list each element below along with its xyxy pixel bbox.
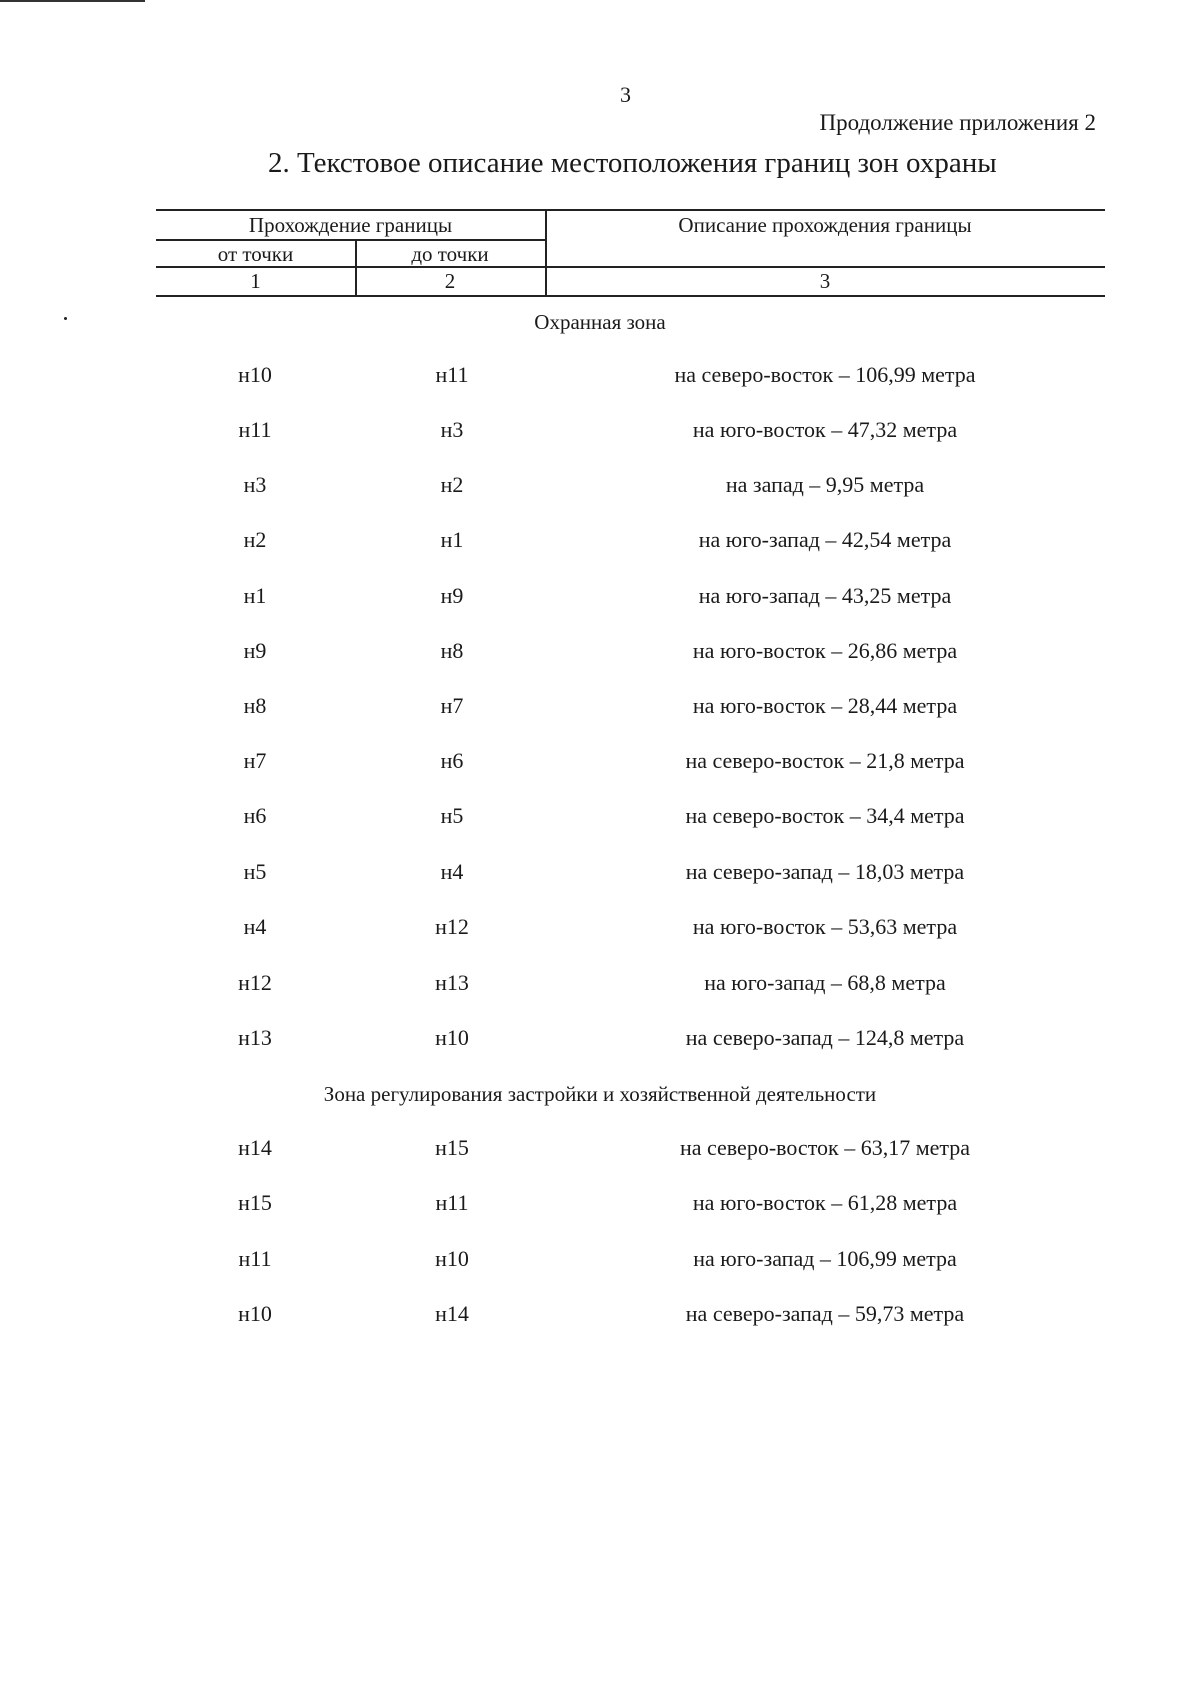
to-point: н4 xyxy=(440,859,464,884)
to-point: н8 xyxy=(440,638,464,663)
boundary-description: на северо-восток – 34,4 метра xyxy=(685,803,965,828)
to-point: н9 xyxy=(440,583,464,608)
from-point: н11 xyxy=(238,1246,272,1271)
table-row xyxy=(0,638,1200,668)
table-row xyxy=(0,970,1200,1000)
scan-corner-mark xyxy=(0,0,145,2)
from-point: н7 xyxy=(243,748,267,773)
boundary-description: на северо-восток – 63,17 метра xyxy=(679,1135,971,1160)
page-number: 3 xyxy=(620,82,631,107)
boundary-description: на юго-восток – 26,86 метра xyxy=(692,638,958,663)
boundary-description: на запад – 9,95 метра xyxy=(725,472,925,497)
to-point: н12 xyxy=(435,914,469,939)
boundary-description: на юго-запад – 106,99 метра xyxy=(693,1246,957,1271)
to-point: н11 xyxy=(435,1190,469,1215)
table-row xyxy=(0,417,1200,447)
header-col-number-1: 1 xyxy=(250,269,261,293)
to-point: н1 xyxy=(440,527,464,552)
table-row xyxy=(0,472,1200,502)
from-point: н4 xyxy=(243,914,267,939)
boundary-description: на северо-запад – 59,73 метра xyxy=(685,1301,965,1326)
header-boundary-passage: Прохождение границы xyxy=(248,213,453,237)
from-point: н1 xyxy=(243,583,267,608)
table-row xyxy=(0,1025,1200,1055)
from-point: н6 xyxy=(243,803,267,828)
table-row xyxy=(0,803,1200,833)
to-point: н11 xyxy=(435,362,469,387)
to-point: н10 xyxy=(435,1246,469,1271)
boundary-description: на юго-запад – 68,8 метра xyxy=(704,970,946,995)
table-row xyxy=(0,859,1200,889)
table-row xyxy=(0,583,1200,613)
header-bottom-rule xyxy=(156,295,1105,297)
header-description: Описание прохождения границы xyxy=(678,213,972,237)
boundary-description: на юго-запад – 43,25 метра xyxy=(698,583,952,608)
boundary-description: на северо-восток – 21,8 метра xyxy=(685,748,965,773)
from-point: н12 xyxy=(238,970,272,995)
from-point: н8 xyxy=(243,693,267,718)
table-row xyxy=(0,1301,1200,1331)
section-heading-regulation-zone: Зона регулирования застройки и хозяйственной деятельности xyxy=(323,1082,877,1106)
header-col-number-2: 2 xyxy=(444,269,456,293)
from-point: н5 xyxy=(243,859,267,884)
table-row xyxy=(0,1135,1200,1165)
header-group-rule xyxy=(156,239,545,241)
header-col-number-3: 3 xyxy=(819,269,831,293)
appendix-note: Продолжение приложения 2 xyxy=(819,110,1096,135)
boundary-description: на юго-восток – 61,28 метра xyxy=(692,1190,958,1215)
table-row xyxy=(0,1246,1200,1276)
from-point: н15 xyxy=(238,1190,272,1215)
boundary-description: на юго-запад – 42,54 метра xyxy=(698,527,952,552)
table-row xyxy=(0,362,1200,392)
boundary-description: на юго-восток – 53,63 метра xyxy=(692,914,958,939)
table-row xyxy=(0,914,1200,944)
section-heading-protection-zone: Охранная зона xyxy=(534,310,666,334)
from-point: н9 xyxy=(243,638,267,663)
to-point: н14 xyxy=(435,1301,469,1326)
table-header xyxy=(156,209,1105,297)
to-point: н5 xyxy=(440,803,464,828)
to-point: н3 xyxy=(440,417,464,442)
boundary-description: на юго-восток – 28,44 метра xyxy=(692,693,958,718)
header-to-point: до точки xyxy=(411,242,489,266)
boundary-description: на северо-восток – 106,99 метра xyxy=(674,362,976,387)
to-point: н15 xyxy=(435,1135,469,1160)
to-point: н6 xyxy=(440,748,464,773)
to-point: н13 xyxy=(435,970,469,995)
header-top-rule xyxy=(156,209,1105,211)
boundary-description: на северо-запад – 18,03 метра xyxy=(685,859,965,884)
from-point: н11 xyxy=(238,417,272,442)
from-point: н10 xyxy=(238,1301,272,1326)
header-from-point: от точки xyxy=(217,242,294,266)
table-row xyxy=(0,748,1200,778)
from-point: н10 xyxy=(238,362,272,387)
to-point: н7 xyxy=(440,693,464,718)
from-point: н13 xyxy=(238,1025,272,1050)
from-point: н14 xyxy=(238,1135,272,1160)
from-point: н2 xyxy=(243,527,267,552)
table-row xyxy=(0,1190,1200,1220)
to-point: н10 xyxy=(435,1025,469,1050)
boundary-description: на юго-восток – 47,32 метра xyxy=(692,417,958,442)
table-row xyxy=(0,527,1200,557)
document-title: 2. Текстовое описание местоположения границ зон охраны xyxy=(268,147,997,179)
from-point: н3 xyxy=(243,472,267,497)
boundary-description: на северо-запад – 124,8 метра xyxy=(685,1025,965,1050)
table-row xyxy=(0,693,1200,723)
to-point: н2 xyxy=(440,472,464,497)
